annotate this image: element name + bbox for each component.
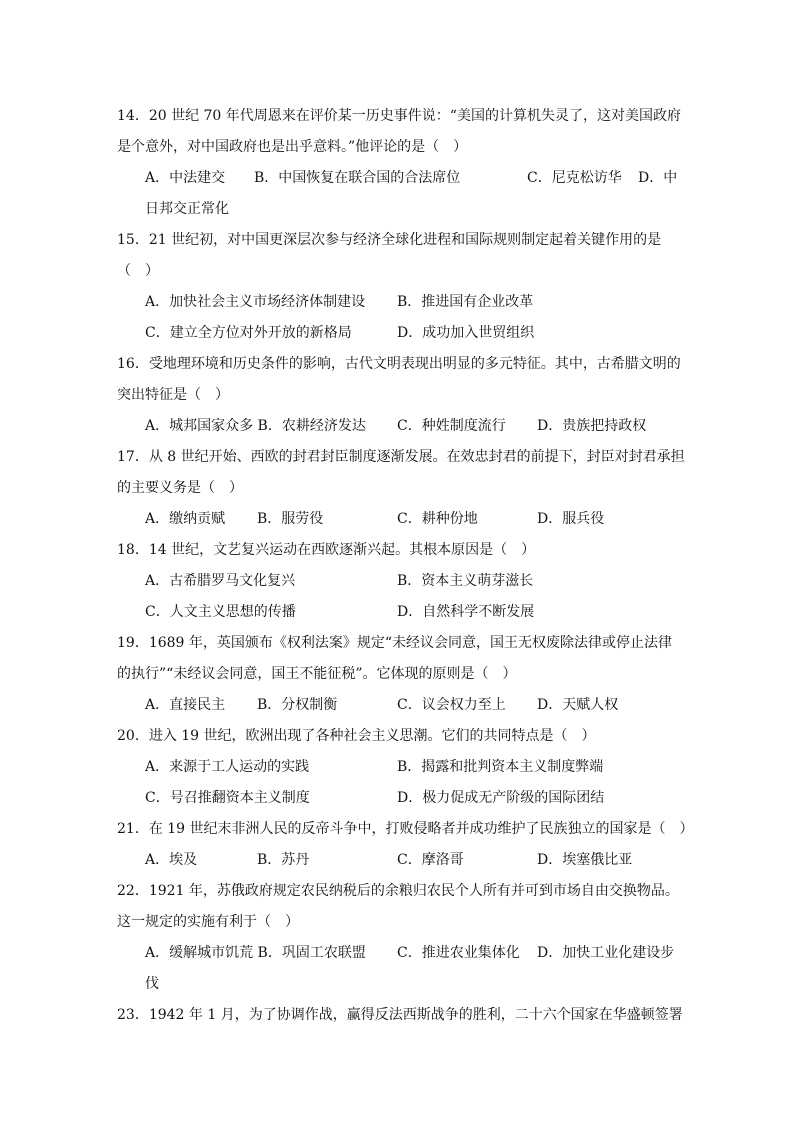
question-14-stem-line-2: 是个意外，对中国政府也是出乎意料。”他评论的是（ ）	[117, 139, 468, 155]
option-c[interactable]: C．摩洛哥	[397, 852, 464, 868]
option-c[interactable]: C．耕种份地	[397, 511, 478, 527]
question-22-stem-line-2: 这一规定的实施有利于（ ）	[117, 914, 299, 930]
option-a-b[interactable]: A．城邦国家众多 B．农耕经济发达	[145, 418, 366, 434]
question-17-stem-line-2: 的主要义务是（ ）	[117, 480, 243, 496]
option-a[interactable]: A．加快社会主义市场经济体制建设	[145, 294, 366, 310]
question-19-stem-line-2: 的执行”“未经议会同意，国王不能征税”。它体现的原则是（ ）	[117, 666, 517, 682]
option-a[interactable]: A．直接民主	[145, 697, 226, 713]
option-b[interactable]: B．苏丹	[257, 852, 310, 868]
option-d[interactable]: D．天赋人权	[537, 697, 619, 713]
question-23-stem-line-1: 23．1942 年 1 月，为了协调作战，赢得反法西斯战争的胜利，二十六个国家在华盛顿签署	[117, 1007, 683, 1023]
question-22-stem-line-1: 22．1921 年，苏俄政府规定农民纳税后的余粮归农民个人所有并可到市场自由交换物品。	[117, 883, 679, 899]
option-b[interactable]: B．揭露和批判资本主义制度弊端	[397, 759, 604, 775]
option-b[interactable]: B．中国恢复在联合国的合法席位	[254, 170, 461, 186]
question-20-options-row-2	[117, 783, 677, 814]
question-14-stem-line-1: 14．20 世纪 70 年代周恩来在评价某一历史事件说：“美国的计算机失灵了，这对美国政府	[117, 108, 681, 124]
question-15-options-row-1	[117, 287, 677, 318]
question-22-option-d-continuation: 伐	[145, 976, 159, 992]
question-15-options-row-2	[117, 318, 677, 349]
option-d[interactable]: D．加快工业化建设步	[537, 945, 675, 961]
exam-page	[117, 101, 694, 1031]
option-d[interactable]: D．中	[638, 170, 678, 186]
option-a[interactable]: A．中法建交	[145, 170, 226, 186]
option-c[interactable]: C．议会权力至上	[397, 697, 506, 713]
question-15-stem-line-1: 15．21 世纪初，对中国更深层次参与经济全球化进程和国际规则制定起着关键作用的是	[117, 232, 662, 248]
question-20-stem-line-1: 20．进入 19 世纪，欧洲出现了各种社会主义思潮。它们的共同特点是（ ）	[117, 728, 596, 744]
option-a-b[interactable]: A．缓解城市饥荒 B．巩固工农联盟	[145, 945, 366, 961]
question-16-options	[117, 411, 677, 442]
question-18-options-row-1	[117, 566, 677, 597]
question-16-stem-line-1: 16．受地理环境和历史条件的影响，古代文明表现出明显的多元特征。其中，古希腊文明的	[117, 356, 681, 372]
option-d[interactable]: D．服兵役	[537, 511, 605, 527]
question-17-options	[117, 504, 677, 535]
option-c[interactable]: C．种姓制度流行	[397, 418, 506, 434]
question-18-options-row-2	[117, 597, 677, 628]
option-b[interactable]: B．资本主义萌芽滋长	[397, 573, 534, 589]
option-c[interactable]: C．尼克松访华	[527, 170, 622, 186]
question-18-stem-line-1: 18．14 世纪，文艺复兴运动在西欧逐渐兴起。其根本原因是（ ）	[117, 542, 536, 558]
question-19-options	[117, 690, 677, 721]
question-17-stem-line-1: 17．从 8 世纪开始、西欧的封君封臣制度逐渐发展。在效忠封君的前提下，封臣对封君承担	[117, 449, 685, 465]
option-a[interactable]: A．古希腊罗马文化复兴	[145, 573, 296, 589]
question-14-options	[117, 163, 677, 194]
option-a[interactable]: A．埃及	[145, 852, 198, 868]
option-c[interactable]: C．号召推翻资本主义制度	[145, 790, 310, 806]
option-a[interactable]: A．缴纳贡赋	[145, 511, 226, 527]
question-15-stem-line-2: （ ）	[117, 263, 159, 279]
option-d[interactable]: D．埃塞俄比亚	[537, 852, 633, 868]
question-19-stem-line-1: 19．1689 年，英国颁布《权利法案》规定“未经议会同意，国王无权废除法律或停止法律	[117, 635, 673, 651]
question-21-options	[117, 845, 677, 876]
option-b[interactable]: B．服劳役	[257, 511, 324, 527]
option-c[interactable]: C．人文主义思想的传播	[145, 604, 296, 620]
question-22-options	[117, 938, 677, 969]
option-d[interactable]: D．自然科学不断发展	[397, 604, 535, 620]
option-b[interactable]: B．分权制衡	[257, 697, 338, 713]
option-c[interactable]: C．推进农业集体化	[397, 945, 520, 961]
question-14-option-d-continuation: 日邦交正常化	[145, 201, 229, 217]
option-d[interactable]: D．成功加入世贸组织	[397, 325, 535, 341]
option-a[interactable]: A．来源于工人运动的实践	[145, 759, 310, 775]
option-b[interactable]: B．推进国有企业改革	[397, 294, 534, 310]
option-d[interactable]: D．极力促成无产阶级的国际团结	[397, 790, 605, 806]
question-16-stem-line-2: 突出特征是（ ）	[117, 387, 229, 403]
question-21-stem-line-1: 21．在 19 世纪末非洲人民的反帝斗争中，打败侵略者并成功维护了民族独立的国家是（ ）	[117, 821, 694, 837]
option-c[interactable]: C．建立全方位对外开放的新格局	[145, 325, 352, 341]
question-20-options-row-1	[117, 752, 677, 783]
option-d[interactable]: D．贵族把持政权	[537, 418, 647, 434]
